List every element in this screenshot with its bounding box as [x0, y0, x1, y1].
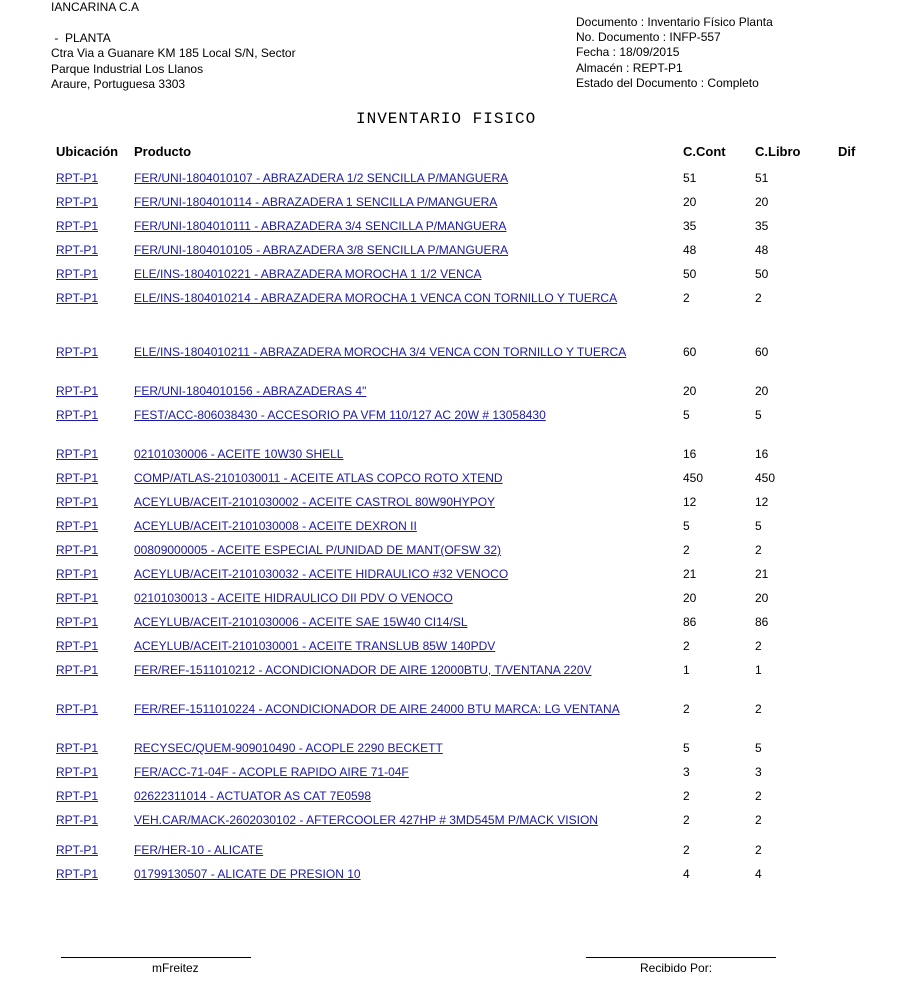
row-counted-qty: 2: [683, 813, 690, 827]
row-product-link[interactable]: ACEYLUB/ACEIT-2101030006 - ACEITE SAE 15W40 CI14/SL: [134, 615, 468, 629]
table-row: [0, 813, 915, 829]
row-product-link[interactable]: ACEYLUB/ACEIT-2101030001 - ACEITE TRANSLUB 85W 140PDV: [134, 639, 496, 653]
row-book-qty: 1: [755, 663, 762, 677]
row-counted-qty: 16: [683, 447, 697, 461]
row-product-link[interactable]: ELE/INS-1804010211 - ABRAZADERA MOROCHA 3/4 VENCA CON TORNILLO Y TUERCA: [134, 345, 627, 359]
document-type: Documento : Inventario Físico Planta: [576, 15, 773, 29]
table-row: [0, 495, 915, 511]
row-product-link[interactable]: FER/ACC-71-04F - ACOPLE RAPIDO AIRE 71-04F: [134, 765, 409, 779]
row-product-link[interactable]: ELE/INS-1804010214 - ABRAZADERA MOROCHA 1 VENCA CON TORNILLO Y TUERCA: [134, 291, 618, 305]
row-location-link[interactable]: RPT-P1: [56, 384, 99, 398]
row-location-link[interactable]: RPT-P1: [56, 615, 99, 629]
row-book-qty: 3: [755, 765, 762, 779]
row-product-link[interactable]: ACEYLUB/ACEIT-2101030032 - ACEITE HIDRAULICO #32 VENOCO: [134, 567, 509, 581]
row-product-link[interactable]: FER/HER-10 - ALICATE: [134, 843, 264, 857]
report-title: INVENTARIO FISICO: [356, 110, 537, 128]
row-location-link[interactable]: RPT-P1: [56, 567, 99, 581]
row-counted-qty: 2: [683, 291, 690, 305]
row-counted-qty: 2: [683, 843, 690, 857]
company-plant: - PLANTA: [51, 30, 111, 45]
row-counted-qty: 5: [683, 408, 690, 422]
row-product-link[interactable]: FER/REF-1511010212 - ACONDICIONADOR DE AIRE 12000BTU, T/VENTANA 220V: [134, 663, 592, 677]
document-number: No. Documento : INFP-557: [576, 30, 721, 45]
row-book-qty: 21: [755, 567, 769, 581]
row-counted-qty: 20: [683, 195, 697, 209]
row-book-qty: 2: [755, 813, 762, 827]
row-product-link[interactable]: FER/UNI-1804010114 - ABRAZADERA 1 SENCILLA P/MANGUERA: [134, 195, 498, 209]
row-book-qty: 60: [755, 345, 769, 359]
row-counted-qty: 20: [683, 384, 697, 398]
row-book-qty: 35: [755, 219, 769, 233]
row-counted-qty: 21: [683, 567, 697, 581]
row-book-qty: 2: [755, 639, 762, 653]
table-row: [0, 702, 915, 718]
row-location-link[interactable]: RPT-P1: [56, 408, 99, 422]
table-row: [0, 615, 915, 631]
table-row: [0, 447, 915, 463]
table-row: [0, 471, 915, 487]
document-info: [576, 15, 773, 91]
row-book-qty: 2: [755, 789, 762, 803]
row-counted-qty: 3: [683, 765, 690, 779]
row-location-link[interactable]: RPT-P1: [56, 741, 99, 755]
row-location-link[interactable]: RPT-P1: [56, 843, 99, 857]
row-product-link[interactable]: FER/UNI-1804010105 - ABRAZADERA 3/8 SENCILLA P/MANGUERA: [134, 243, 509, 257]
row-counted-qty: 35: [683, 219, 697, 233]
row-counted-qty: 51: [683, 171, 697, 185]
row-location-link[interactable]: RPT-P1: [56, 291, 99, 305]
table-row: [0, 741, 915, 757]
row-counted-qty: 50: [683, 267, 697, 281]
row-book-qty: 4: [755, 867, 762, 881]
row-location-link[interactable]: RPT-P1: [56, 267, 99, 281]
row-location-link[interactable]: RPT-P1: [56, 219, 99, 233]
row-book-qty: 16: [755, 447, 769, 461]
row-product-link[interactable]: FER/UNI-1804010156 - ABRAZADERAS 4": [134, 384, 367, 398]
company-address-3: Araure, Portuguesa 3303: [51, 77, 186, 91]
row-product-link[interactable]: RECYSEC/QUEM-909010490 - ACOPLE 2290 BECKETT: [134, 741, 443, 755]
table-row: [0, 171, 915, 187]
row-location-link[interactable]: RPT-P1: [56, 471, 99, 485]
row-location-link[interactable]: RPT-P1: [56, 663, 99, 677]
table-row: [0, 867, 915, 883]
received-by-label: Recibido Por:: [640, 961, 713, 975]
table-row: [0, 567, 915, 583]
row-location-link[interactable]: RPT-P1: [56, 813, 99, 827]
table-row: [0, 639, 915, 655]
document-date: Fecha : 18/09/2015: [576, 45, 680, 60]
row-location-link[interactable]: RPT-P1: [56, 591, 99, 605]
row-book-qty: 51: [755, 171, 769, 185]
header-product: Producto: [134, 144, 192, 159]
row-location-link[interactable]: RPT-P1: [56, 195, 99, 209]
table-row: [0, 195, 915, 211]
header-book: C.Libro: [755, 144, 801, 159]
row-location-link[interactable]: RPT-P1: [56, 495, 99, 509]
row-book-qty: 2: [755, 702, 762, 716]
row-counted-qty: 2: [683, 702, 690, 716]
table-row: [0, 345, 915, 361]
table-row: [0, 663, 915, 679]
table-row: [0, 384, 915, 400]
row-book-qty: 20: [755, 591, 769, 605]
row-product-link[interactable]: 00809000005 - ACEITE ESPECIAL P/UNIDAD DE MANT(OFSW 32): [134, 543, 502, 557]
row-book-qty: 5: [755, 408, 762, 422]
row-product-link[interactable]: FER/UNI-1804010111 - ABRAZADERA 3/4 SENCILLA P/MANGUERA: [134, 219, 507, 233]
table-row: [0, 519, 915, 535]
row-product-link[interactable]: ACEYLUB/ACEIT-2101030002 - ACEITE CASTROL 80W90HYPOY: [134, 495, 496, 509]
row-counted-qty: 2: [683, 789, 690, 803]
header-diff: Dif: [838, 144, 856, 159]
signature-line-left: [61, 957, 251, 958]
row-location-link[interactable]: RPT-P1: [56, 447, 99, 461]
row-location-link[interactable]: RPT-P1: [56, 171, 99, 185]
row-book-qty: 5: [755, 519, 762, 533]
header-location: Ubicación: [56, 144, 119, 159]
table-row: [0, 591, 915, 607]
row-location-link[interactable]: RPT-P1: [56, 345, 99, 359]
row-location-link[interactable]: RPT-P1: [56, 543, 99, 557]
row-location-link[interactable]: RPT-P1: [56, 639, 99, 653]
row-product-link[interactable]: 02101030006 - ACEITE 10W30 SHELL: [134, 447, 344, 461]
row-book-qty: 20: [755, 195, 769, 209]
row-counted-qty: 12: [683, 495, 697, 509]
row-counted-qty: 4: [683, 867, 690, 881]
row-counted-qty: 1: [683, 663, 690, 677]
row-product-link[interactable]: COMP/ATLAS-2101030011 - ACEITE ATLAS COPCO ROTO XTEND: [134, 471, 503, 485]
row-counted-qty: 5: [683, 741, 690, 755]
table-row: [0, 543, 915, 559]
document-warehouse: Almacén : REPT-P1: [576, 60, 683, 75]
signature-name: mFreitez: [152, 961, 199, 975]
row-location-link[interactable]: RPT-P1: [56, 789, 99, 803]
row-product-link[interactable]: FER/REF-1511010224 - ACONDICIONADOR DE AIRE 24000 BTU MARCA: LG VENTANA: [134, 702, 620, 716]
row-counted-qty: 60: [683, 345, 697, 359]
signature-line-right: [586, 957, 776, 958]
row-counted-qty: 2: [683, 543, 690, 557]
table-row: [0, 765, 915, 781]
row-location-link[interactable]: RPT-P1: [56, 702, 99, 716]
row-book-qty: 2: [755, 291, 762, 305]
row-location-link[interactable]: RPT-P1: [56, 867, 99, 881]
company-block: [51, 0, 296, 93]
row-counted-qty: 2: [683, 639, 690, 653]
row-book-qty: 86: [755, 615, 769, 629]
row-product-link[interactable]: FER/UNI-1804010107 - ABRAZADERA 1/2 SENCILLA P/MANGUERA: [134, 171, 509, 185]
row-location-link[interactable]: RPT-P1: [56, 519, 99, 533]
table-row: [0, 843, 915, 859]
row-book-qty: 450: [755, 471, 776, 485]
table-row: [0, 219, 915, 235]
row-location-link[interactable]: RPT-P1: [56, 243, 99, 257]
row-book-qty: 2: [755, 543, 762, 557]
company-address-2: Parque Industrial Los Llanos: [51, 61, 204, 76]
row-book-qty: 48: [755, 243, 769, 257]
row-product-link[interactable]: VEH.CAR/MACK-2602030102 - AFTERCOOLER 427HP # 3MD545M P/MACK VISION: [134, 813, 598, 827]
table-row: [0, 408, 915, 424]
table-row: [0, 789, 915, 805]
table-row: [0, 267, 915, 283]
header-counted: C.Cont: [683, 144, 726, 159]
row-book-qty: 20: [755, 384, 769, 398]
row-counted-qty: 86: [683, 615, 697, 629]
company-name: IANCARINA C.A: [51, 0, 140, 14]
row-product-link[interactable]: 02622311014 - ACTUATOR AS CAT 7E0598: [134, 789, 372, 803]
company-address-1: Ctra Via a Guanare KM 185 Local S/N, Sector: [51, 46, 296, 60]
table-row: [0, 243, 915, 259]
row-book-qty: 12: [755, 495, 769, 509]
row-book-qty: 50: [755, 267, 769, 281]
row-counted-qty: 20: [683, 591, 697, 605]
row-product-link[interactable]: ELE/INS-1804010221 - ABRAZADERA MOROCHA 1 1/2 VENCA: [134, 267, 482, 281]
row-book-qty: 2: [755, 843, 762, 857]
row-product-link[interactable]: 01799130507 - ALICATE DE PRESION 10: [134, 867, 361, 881]
row-product-link[interactable]: 02101030013 - ACEITE HIDRAULICO DII PDV O VENOCO: [134, 591, 453, 605]
row-product-link[interactable]: FEST/ACC-806038430 - ACCESORIO PA VFM 110/127 AC 20W # 13058430: [134, 408, 546, 422]
document-status: Estado del Documento : Completo: [576, 75, 759, 90]
row-counted-qty: 5: [683, 519, 690, 533]
row-counted-qty: 450: [683, 471, 704, 485]
row-book-qty: 5: [755, 741, 762, 755]
row-counted-qty: 48: [683, 243, 697, 257]
row-product-link[interactable]: ACEYLUB/ACEIT-2101030008 - ACEITE DEXRON II: [134, 519, 417, 533]
row-location-link[interactable]: RPT-P1: [56, 765, 99, 779]
table-row: [0, 291, 915, 307]
